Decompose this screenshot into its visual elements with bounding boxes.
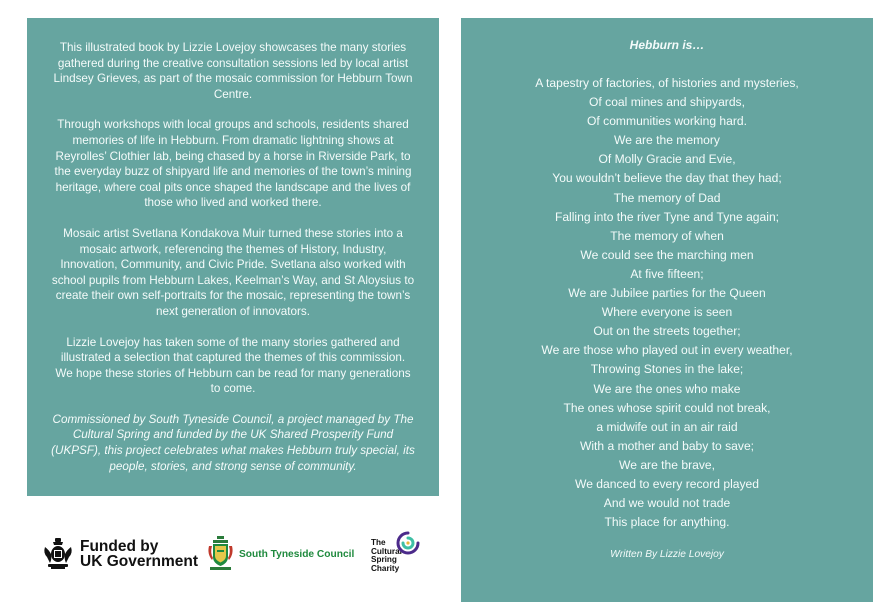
poem-line: Of coal mines and shipyards,: [589, 95, 745, 110]
poem-line: We are the ones who make: [593, 381, 741, 396]
poem-credit: Written By Lizzie Lovejoy: [610, 549, 724, 561]
poem-line: The memory of when: [610, 228, 724, 243]
poem-line: Of communities working hard.: [587, 114, 747, 129]
south-tyneside-council-logo: [207, 534, 354, 574]
spring-swirl-icon: [395, 530, 421, 556]
intro-panel: [27, 18, 439, 496]
poem-line: Out on the streets together;: [593, 324, 741, 339]
poem-line: The memory of Dad: [613, 190, 721, 205]
uk-government-text: UK Government: [80, 553, 198, 570]
poem-line: We are the memory: [614, 133, 720, 148]
intro-paragraph-4: Lizzie Lovejoy has taken some of the many stories gathered and illustrated a selection that captured the themes of this commission. We hope these stories of Hebburn can be read for many generations to come.: [55, 335, 411, 396]
intro-paragraph-1: This illustrated book by Lizzie Lovejoy showcases the many stories gathered during the creative consultation sessions led by local artist Lindsey Grieves, as part of the mosaic commission for Hebburn Town Centre.: [53, 41, 413, 101]
poem-line: We are the brave,: [619, 457, 715, 472]
tcs-cultural: Cultural: [371, 546, 402, 556]
intro-paragraph-3: Mosaic artist Svetlana Kondakova Muir turned these stories into a mosaic artwork, referencing the themes of History, Industry, Innovation, Community, and Civic Pride. Svetlana also worked with school pupils from Hebburn Lakes, Keelman’s Way, and St Aloysius to create their own self-portraits for the mosaic, representing the town’s next generation of innovators.: [51, 226, 415, 318]
tcs-spring: Spring: [371, 555, 397, 565]
poem-title: Hebburn is…: [629, 38, 705, 52]
poem-line: Falling into the river Tyne and Tyne again;: [554, 209, 780, 224]
uk-government-wordmark: [80, 539, 198, 569]
cultural-spring-logo: [371, 530, 402, 573]
poem-line: And we would not trade: [603, 496, 731, 511]
poem-line: At five fifteen;: [630, 266, 704, 281]
poem-line: We could see the marching men: [580, 247, 754, 262]
poem-line: We danced to every record played: [575, 476, 759, 491]
poem-line: Throwing Stones in the lake;: [590, 362, 744, 377]
council-crest-icon: [207, 534, 234, 574]
south-tyneside-council-text: South Tyneside Council: [239, 548, 355, 560]
intro-paragraph-2: Through workshops with local groups and schools, residents shared memories of life in Hebburn. From dramatic lightning shows at Reyrolles’ Clothier lab, being chased by a horse in Riverside Park, to the everyday buzz of shipyard life and memories of the town’s mining heritage, where coal pits once shaped the landscape and the lives of those who lived and worked there.: [54, 118, 412, 210]
royal-crest-icon: [42, 537, 74, 571]
poem-line: Where everyone is seen: [601, 305, 733, 320]
poem-line: We are those who played out in every weather,: [541, 343, 793, 358]
uk-government-logo: [42, 537, 198, 571]
poem-line: The ones whose spirit could not break,: [563, 400, 771, 415]
poem-panel: [461, 18, 873, 602]
poem-line: This place for anything.: [604, 515, 730, 530]
poem-body: [471, 74, 863, 532]
tcs-the: The: [371, 538, 386, 547]
tcs-charity: Charity: [371, 563, 400, 573]
poem-line: A tapestry of factories, of histories and mysteries,: [535, 76, 799, 90]
commission-statement: Commissioned by South Tyneside Council, a project managed by The Cultural Spring and funded by the UK Shared Prosperity Fund (UKPSF), this project celebrates what makes Hebburn truly special, its people, stories, and strong sense of community.: [51, 412, 415, 473]
funded-by-text: Funded by: [80, 538, 159, 555]
poem-line: With a mother and baby to save;: [579, 438, 755, 453]
poem-line: Of Molly Gracie and Evie,: [598, 152, 736, 167]
poem-line: You wouldn’t believe the day that they had;: [552, 171, 782, 186]
poem-line: a midwife out in an air raid: [596, 419, 738, 434]
poem-line: We are Jubilee parties for the Queen: [568, 286, 766, 301]
